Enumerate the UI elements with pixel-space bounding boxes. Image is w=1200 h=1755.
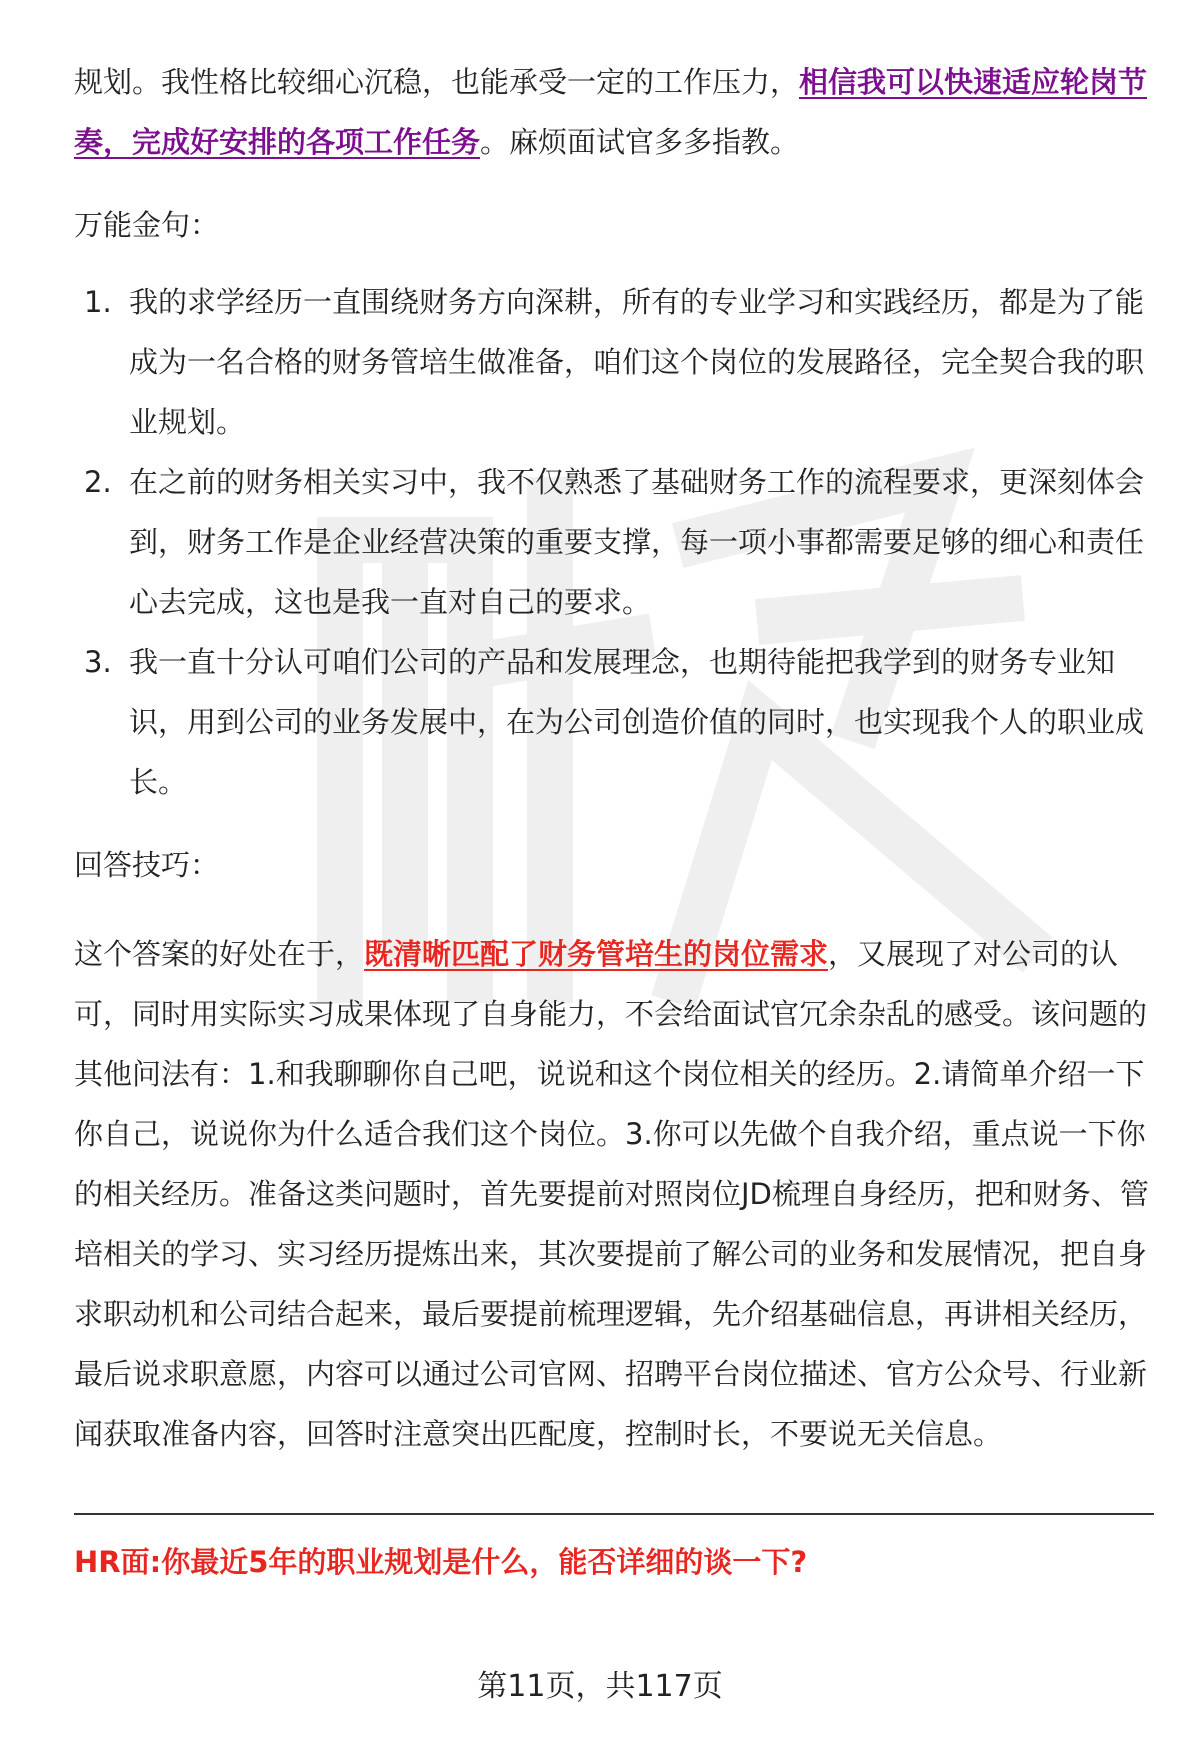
next-question-title: HR面:你最近5年的职业规划是什么，能否详细的谈一下? [74,1545,808,1579]
golden-sentences-heading: 万能金句： [74,208,220,242]
intro-highlight: 相信我可以快速适应轮岗节奏，完成好安排的各项工作任务 [74,65,1148,159]
list-item-number: 1. [84,285,112,319]
answer-tips-highlight: 既清晰匹配了财务管培生的岗位需求 [364,937,829,971]
intro-paragraph [74,52,1154,172]
answer-tips-text-start: 这个答案的好处在于， [74,937,365,971]
answer-tips-heading: 回答技巧： [74,848,220,882]
intro-text-end: 。麻烦面试官多多指教。 [480,125,800,159]
list-item-text: 我的求学经历一直围绕财务方向深耕，所有的专业学习和实践经历，都是为了能成为一名合格的财务管培生做准备，咱们这个岗位的发展路径，完全契合我的职业规划。 [129,285,1145,439]
list-item-text: 我一直十分认可咱们公司的产品和发展理念，也期待能把我学到的财务专业知识，用到公司的业务发展中，在为公司创造价值的同时，也实现我个人的职业成长。 [129,645,1145,799]
answer-tips-text-end: ，又展现了对公司的认可，同时用实际实习成果体现了自身能力，不会给面试官冗余杂乱的感受。该问题的其他问法有：1.和我聊聊你自己吧，说说和这个岗位相关的经历。2.请简单介绍一下你自己，说说你为什么适合我们这个岗位。3.你可以先做个自我介绍，重点说一下你的相关经历。准备这类问题时，首先要提前对照岗位JD梳理自身经历，把和财务、管培相关的学习、实习经历提炼出来，其次要提前了解公司的业务和发展情况，把自身求职动机和公司结合起来，最后要提前梳理逻辑，先介绍基础信息，再讲相关经历，最后说求职意愿，内容可以通过公司官网、招聘平台岗位描述、官方公众号、行业新闻获取准备内容，回答时注意突出匹配度，控制时长，不要说无关信息。 [74,937,1149,1451]
list-item-number: 2. [84,465,112,499]
document-page [74,52,1154,1584]
answer-tips-paragraph [74,924,1154,1464]
list-item-text: 在之前的财务相关实习中，我不仅熟悉了基础财务工作的流程要求，更深刻体会到，财务工作是企业经营决策的重要支撑，每一项小事都需要足够的细心和责任心去完成，这也是我一直对自己的要求。 [129,465,1145,619]
section-divider [74,1513,1154,1515]
list-item [74,272,1154,452]
list-item [74,452,1154,632]
list-item-number: 3. [84,645,112,679]
list-item [74,632,1154,812]
intro-text-start: 规划。我性格比较细心沉稳，也能承受一定的工作压力， [74,65,800,99]
golden-sentences-list [74,272,1154,812]
page-number: 第11页，共117页 [477,1669,723,1704]
